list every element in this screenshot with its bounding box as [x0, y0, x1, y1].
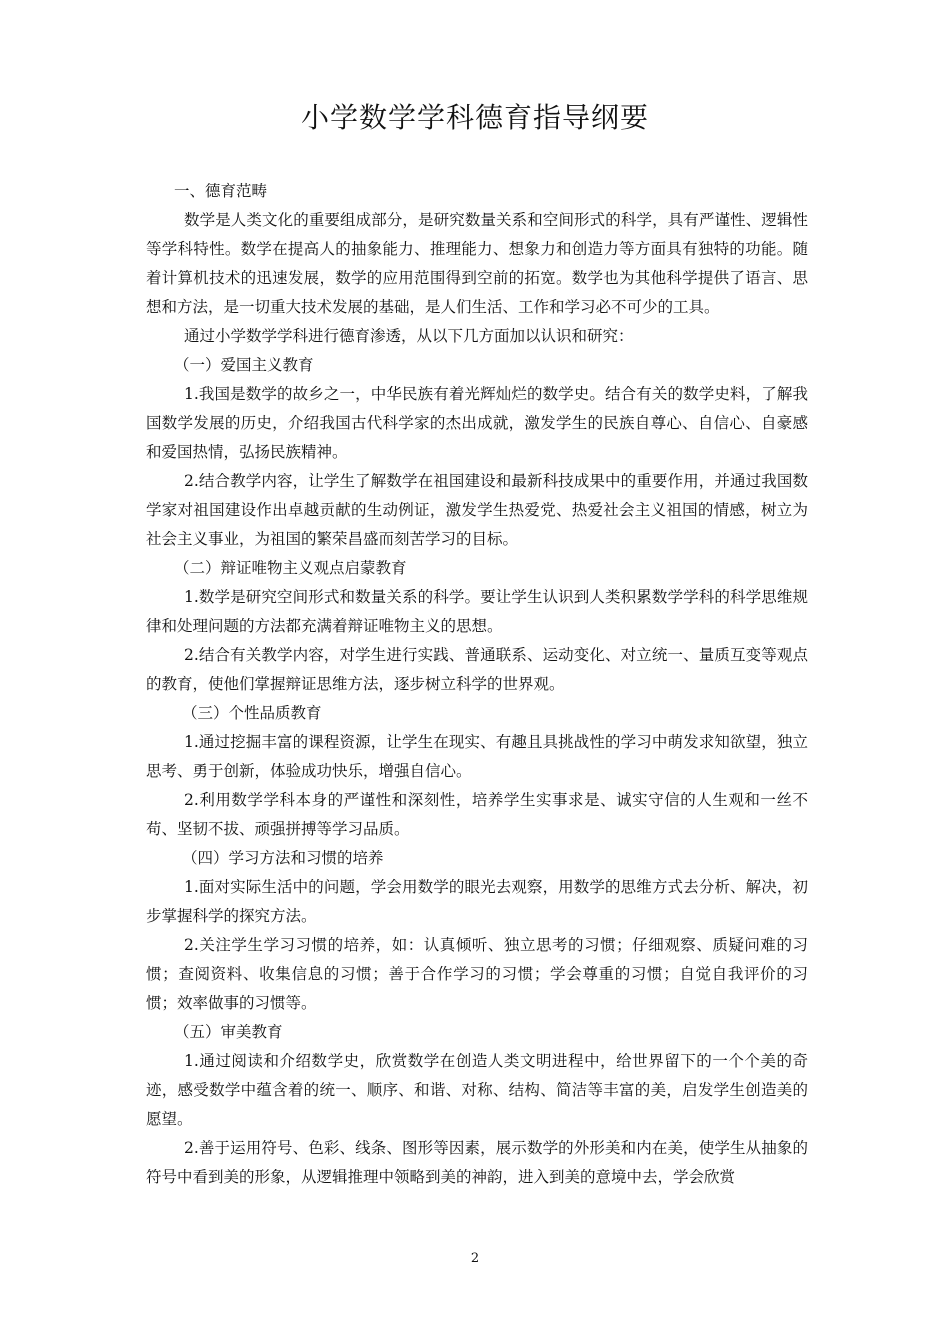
- paragraph: 1.通过挖掘丰富的课程资源，让学生在现实、有趣且具挑战性的学习中萌发求知欲望，独立思考、勇于创新，体验成功快乐，增强自信心。: [146, 733, 808, 780]
- paragraph: 2.结合教学内容，让学生了解数学在祖国建设和最新科技成果中的重要作用，并通过我国数学家对祖国建设作出卓越贡献的生动例证，激发学生热爱党、热爱社会主义祖国的情感，树立为社会主义事业，为祖国的繁荣昌盛而刻苦学习的目标。: [146, 472, 808, 548]
- page-number: 2: [470, 1251, 480, 1266]
- paragraph: 2.结合有关教学内容，对学生进行实践、普通联系、运动变化、对立统一、量质互变等观点的教育，使他们掌握辩证思维方法，逐步树立科学的世界观。: [146, 646, 808, 693]
- subsection-heading: （三）个性品质教育: [182, 704, 322, 722]
- paragraph: 数学是人类文化的重要组成部分，是研究数量关系和空间形式的科学，具有严谨性、逻辑性等学科特性。数学在提高人的抽象能力、推理能力、想象力和创造力等方面具有独特的功能。随着计算机技术的迅速发展，数学的应用范围得到空前的拓宽。数学也为其他科学提供了语言、思想和方法，是一切重大技术发展的基础，是人们生活、工作和学习必不可少的工具。: [146, 211, 808, 316]
- paragraph: 通过小学数学学科进行德育渗透，从以下几方面加以认识和研究：: [184, 327, 634, 345]
- paragraph: 1.数学是研究空间形式和数量关系的科学。要让学生认识到人类积累数学学科的科学思维规律和处理问题的方法都充满着辩证唯物主义的思想。: [146, 588, 808, 635]
- paragraph: 1.通过阅读和介绍数学史，欣赏数学在创造人类文明进程中，给世界留下的一个个美的奇迹，感受数学中蕴含着的统一、顺序、和谐、对称、结构、简洁等丰富的美，启发学生创造美的愿望。: [146, 1052, 808, 1128]
- paragraph: 2.关注学生学习习惯的培养，如：认真倾听、独立思考的习惯；仔细观察、质疑问难的习惯；查阅资料、收集信息的习惯；善于合作学习的习惯；学会尊重的习惯；自觉自我评价的习惯；效率做事的习惯等。: [146, 936, 808, 1012]
- document-body: [146, 177, 808, 1192]
- subsection-heading: （五）审美教育: [174, 1023, 283, 1041]
- paragraph: 1.我国是数学的故乡之一，中华民族有着光辉灿烂的数学史。结合有关的数学史料，了解我国数学发展的历史，介绍我国古代科学家的杰出成就，激发学生的民族自尊心、自信心、自豪感和爱国热情，弘扬民族精神。: [146, 385, 808, 461]
- paragraph: 2.利用数学学科本身的严谨性和深刻性，培养学生实事求是、诚实守信的人生观和一丝不苟、坚韧不拔、顽强拼搏等学习品质。: [146, 791, 808, 838]
- document-title: 小学数学学科德育指导纲要: [300, 101, 649, 134]
- section-heading: 一、德育范畴: [174, 182, 268, 200]
- subsection-heading: （一）爱国主义教育: [174, 356, 314, 374]
- subsection-heading: （四）学习方法和习惯的培养: [182, 849, 384, 867]
- subsection-heading: （二）辩证唯物主义观点启蒙教育: [174, 559, 407, 577]
- paragraph: 2.善于运用符号、色彩、线条、图形等因素，展示数学的外形美和内在美，使学生从抽象的符号中看到美的形象，从逻辑推理中领略到美的神韵，进入到美的意境中去，学会欣赏: [146, 1139, 808, 1186]
- paragraph: 1.面对实际生活中的问题，学会用数学的眼光去观察，用数学的思维方式去分析、解决，初步掌握科学的探究方法。: [146, 878, 808, 925]
